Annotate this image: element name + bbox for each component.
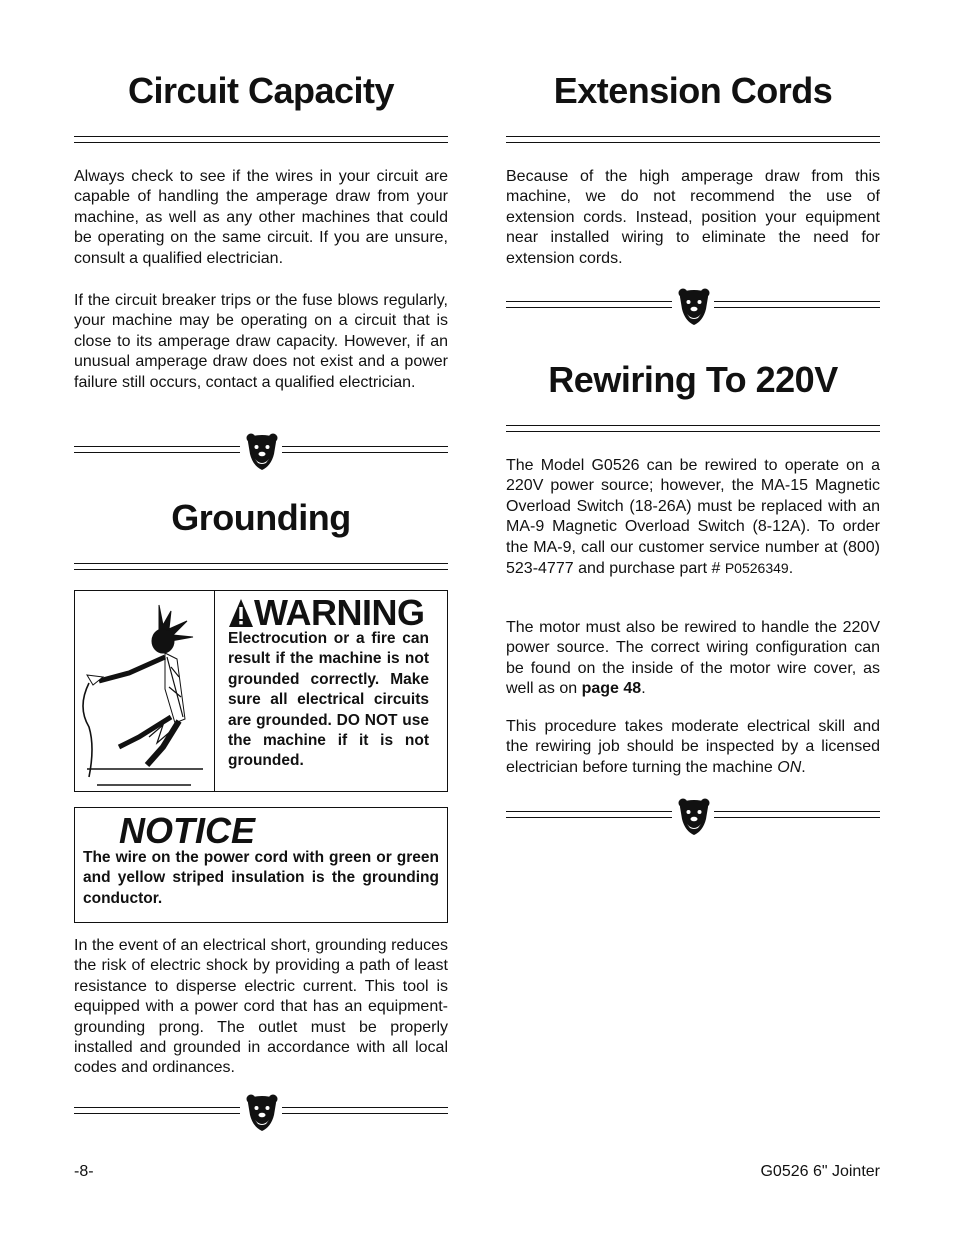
section-divider	[506, 797, 880, 837]
extension-cords-heading: Extension Cords	[553, 70, 833, 111]
footer-product: G0526 6" Jointer	[760, 1163, 880, 1180]
notice-text: The wire on the power cord with green or green and yellow striped insulation is the grounding conductor.	[83, 849, 439, 907]
notice-title: NOTICE	[119, 810, 256, 851]
heading-rule	[74, 563, 448, 570]
circuit-capacity-paragraph-2: If the circuit breaker trips or the fuse blows regularly, your machine may be operating on a circuit that is close to its amperage draw capacity. However, if an unusual amperage draw does not exist and a power failure still occurs, contact a qualified electrician.	[74, 292, 448, 391]
left-column	[74, 0, 448, 1150]
section-divider	[74, 1093, 448, 1133]
circuit-capacity-heading: Circuit Capacity	[127, 70, 395, 111]
rewiring-paragraph-3: This procedure takes moderate electrical skill and the rewiring job should be inspected by a licensed electrician before turning the machine ON.	[506, 718, 880, 776]
notice-box	[74, 807, 448, 923]
warning-title-text: WARNING	[254, 592, 425, 633]
bear-logo-icon	[677, 797, 711, 837]
heading-rule	[506, 136, 880, 143]
bear-logo-icon	[245, 432, 279, 472]
section-divider	[506, 287, 880, 327]
extension-cords-paragraph: Because of the high amperage draw from this machine, we do not recommend the use of extension cords. Instead, position your equipment near installed wiring to eliminate the need for extension cords.	[506, 168, 880, 267]
rewiring-paragraph-1: The Model G0526 can be rewired to operate on a 220V power source; however, the MA-15 Magnetic Overload Switch (18-26A) must be replaced with an MA-9 Magnetic Overload Switch (8-12A). To order the MA-9, call our customer service number at (800) 523-4777 and purchase part # P0526349.	[506, 457, 880, 578]
circuit-capacity-paragraph-1: Always check to see if the wires in your circuit are capable of handling the amperage draw from your machine, as well as any other machines that could be operating on the same circuit. If you are unsure, consult a qualified electrician.	[74, 168, 448, 267]
heading-rule	[506, 425, 880, 432]
electrocution-figure-icon	[79, 597, 211, 789]
part-number: P0526349	[724, 560, 789, 577]
section-divider	[74, 432, 448, 472]
bear-logo-icon	[245, 1093, 279, 1133]
rewiring-heading: Rewiring To 220V	[548, 359, 838, 400]
warning-box	[74, 590, 448, 792]
page-number: -8-	[74, 1163, 94, 1180]
warning-triangle-icon	[228, 598, 254, 628]
right-column	[506, 0, 880, 1150]
warning-title	[228, 593, 425, 633]
rewiring-paragraph-2: The motor must also be rewired to handle the 220V power source. The correct wiring configuration can be found on the inside of the motor wire cover, as well as on page 48.	[506, 619, 880, 698]
bear-logo-icon	[677, 287, 711, 327]
grounding-heading: Grounding	[171, 497, 351, 538]
on-word: ON	[777, 758, 802, 776]
grounding-paragraph: In the event of an electrical short, grounding reduces the risk of electric shock by providing a path of least resistance to disperse electric current. This tool is equipped with a power cord that has an equipment-grounding prong. The outlet must be properly installed and grounded in accordance with all local codes and ordinances.	[74, 937, 448, 1077]
heading-rule	[74, 136, 448, 143]
warning-text: Electrocution or a fire can result if the machine is not grounded correctly. Make sure all electrical circuits are grounded. DO NOT use the machine if it is not grounded.	[228, 630, 429, 770]
warning-divider	[214, 591, 215, 791]
page-reference: page 48	[581, 680, 642, 698]
